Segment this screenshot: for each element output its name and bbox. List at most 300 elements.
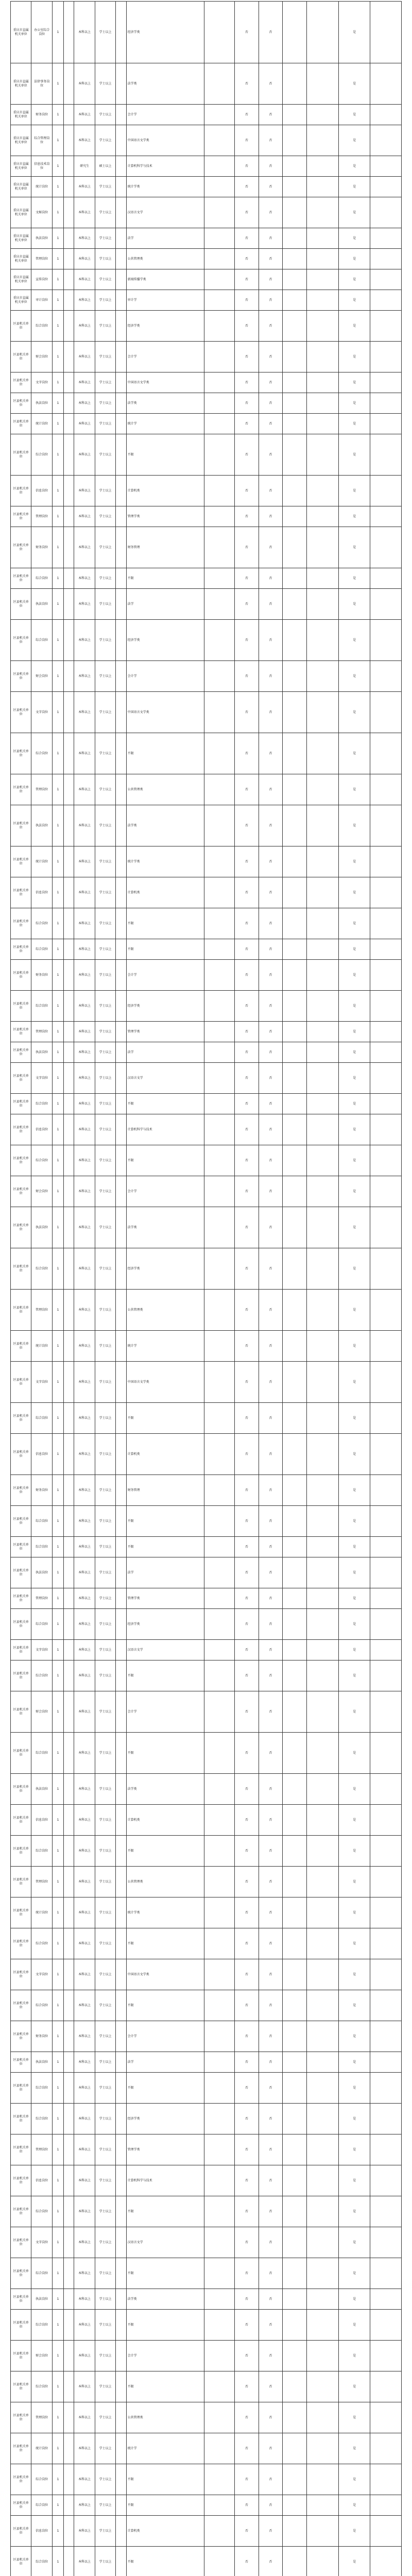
- flag-cell-b: 否: [259, 1609, 283, 1640]
- blank-cell-a: [64, 1403, 74, 1434]
- position-cell: 管理岗位: [31, 1022, 52, 1042]
- other-req-cell: [204, 2516, 235, 2547]
- blank-cell-d: [306, 1176, 339, 1207]
- flag-cell-c: 是: [339, 733, 370, 774]
- blank-cell-e: [370, 476, 402, 506]
- unit-cell: 区县机关单位: [11, 661, 31, 692]
- blank-cell-e: [370, 2227, 402, 2258]
- other-req-cell: [204, 1176, 235, 1207]
- other-req-cell: [204, 2, 235, 63]
- other-req-cell: [204, 228, 235, 249]
- blank-cell-d: [306, 434, 339, 476]
- major-cell: 法学类: [126, 63, 204, 105]
- position-cell: 综合岗位: [31, 2073, 52, 2104]
- degree-cell: 学士以上: [95, 105, 115, 125]
- position-cell: 综合岗位: [31, 2464, 52, 2495]
- blank-cell-c: [283, 692, 307, 733]
- count-cell: 1: [52, 2258, 63, 2289]
- blank-cell-e: [370, 1867, 402, 1897]
- count-cell: 1: [52, 125, 63, 156]
- count-cell: 1: [52, 1042, 63, 1063]
- flag-cell-a: 否: [235, 1434, 259, 1475]
- flag-cell-b: 否: [259, 105, 283, 125]
- blank-cell-a: [64, 527, 74, 568]
- flag-cell-c: 是: [339, 1506, 370, 1537]
- flag-cell-a: 否: [235, 2341, 259, 2371]
- degree-cell: 学士以上: [95, 1588, 115, 1609]
- unit-cell: 区县机关单位: [11, 568, 31, 589]
- blank-cell-b: [116, 568, 126, 589]
- count-cell: 1: [52, 342, 63, 372]
- blank-cell-a: [64, 1207, 74, 1248]
- other-req-cell: [204, 1537, 235, 1557]
- education-cell: 本科以上: [74, 311, 95, 342]
- blank-cell-d: [306, 1434, 339, 1475]
- table-row: [11, 805, 402, 846]
- unit-cell: 区县机关单位: [11, 774, 31, 805]
- degree-cell: 学士以上: [95, 2073, 115, 2104]
- count-cell: 1: [52, 197, 63, 228]
- major-cell: 不限: [126, 2073, 204, 2104]
- blank-cell-a: [64, 1290, 74, 1331]
- position-cell: 执法岗位: [31, 228, 52, 249]
- education-cell: 本科以上: [74, 2073, 95, 2104]
- blank-cell-e: [370, 589, 402, 620]
- degree-cell: 学士以上: [95, 733, 115, 774]
- degree-cell: 学士以上: [95, 1805, 115, 1836]
- unit-cell: 重庆市直属机关单位: [11, 2, 31, 63]
- blank-cell-b: [116, 1475, 126, 1506]
- blank-cell-a: [64, 476, 74, 506]
- blank-cell-d: [306, 733, 339, 774]
- count-cell: 1: [52, 1609, 63, 1640]
- flag-cell-b: 否: [259, 2402, 283, 2433]
- flag-cell-b: 否: [259, 342, 283, 372]
- major-cell: 管理学类: [126, 1588, 204, 1609]
- flag-cell-a: 否: [235, 589, 259, 620]
- blank-cell-a: [64, 414, 74, 434]
- flag-cell-b: 否: [259, 311, 283, 342]
- unit-cell: 区县机关单位: [11, 960, 31, 991]
- flag-cell-a: 否: [235, 1733, 259, 1774]
- blank-cell-e: [370, 1042, 402, 1063]
- flag-cell-a: 否: [235, 63, 259, 105]
- blank-cell-a: [64, 1063, 74, 1094]
- table-row: [11, 393, 402, 414]
- degree-cell: 学士以上: [95, 1094, 115, 1114]
- degree-cell: 学士以上: [95, 2433, 115, 2464]
- flag-cell-a: 否: [235, 105, 259, 125]
- blank-cell-e: [370, 1588, 402, 1609]
- flag-cell-b: 否: [259, 2495, 283, 2516]
- other-req-cell: [204, 2310, 235, 2341]
- blank-cell-e: [370, 1207, 402, 1248]
- count-cell: 1: [52, 1805, 63, 1836]
- blank-cell-c: [283, 342, 307, 372]
- degree-cell: 学士以上: [95, 805, 115, 846]
- position-cell: 财会岗位: [31, 661, 52, 692]
- blank-cell-e: [370, 908, 402, 939]
- blank-cell-b: [116, 774, 126, 805]
- flag-cell-c: 是: [339, 1145, 370, 1176]
- education-cell: 本科以上: [74, 2371, 95, 2402]
- education-cell: 本科以上: [74, 228, 95, 249]
- other-req-cell: [204, 2341, 235, 2371]
- blank-cell-b: [116, 1362, 126, 1403]
- education-cell: 本科以上: [74, 939, 95, 960]
- other-req-cell: [204, 1248, 235, 1290]
- degree-cell: 学士以上: [95, 846, 115, 877]
- blank-cell-e: [370, 1403, 402, 1434]
- blank-cell-c: [283, 1660, 307, 1691]
- position-cell: 文字岗位: [31, 2227, 52, 2258]
- flag-cell-b: 否: [259, 1176, 283, 1207]
- blank-cell-d: [306, 1094, 339, 1114]
- unit-cell: 区县机关单位: [11, 1733, 31, 1774]
- count-cell: 1: [52, 1557, 63, 1588]
- count-cell: 1: [52, 527, 63, 568]
- major-cell: 不限: [126, 1928, 204, 1959]
- blank-cell-d: [306, 1022, 339, 1042]
- blank-cell-e: [370, 434, 402, 476]
- table-row: [11, 1145, 402, 1176]
- other-req-cell: [204, 1897, 235, 1928]
- flag-cell-c: 是: [339, 311, 370, 342]
- flag-cell-c: 是: [339, 2495, 370, 2516]
- unit-cell: 区县机关单位: [11, 2341, 31, 2371]
- table-row: [11, 2516, 402, 2547]
- degree-cell: 学士以上: [95, 774, 115, 805]
- flag-cell-a: 否: [235, 2547, 259, 2576]
- blank-cell-b: [116, 2371, 126, 2402]
- unit-cell: 区县机关单位: [11, 1660, 31, 1691]
- education-cell: 本科以上: [74, 733, 95, 774]
- flag-cell-a: 否: [235, 1928, 259, 1959]
- count-cell: 1: [52, 1867, 63, 1897]
- blank-cell-a: [64, 661, 74, 692]
- other-req-cell: [204, 661, 235, 692]
- position-cell: 执法岗位: [31, 1207, 52, 1248]
- flag-cell-b: 否: [259, 1506, 283, 1537]
- unit-cell: 区县机关单位: [11, 1248, 31, 1290]
- position-cell: 文字岗位: [31, 692, 52, 733]
- flag-cell-b: 否: [259, 228, 283, 249]
- blank-cell-c: [283, 939, 307, 960]
- table-row: [11, 414, 402, 434]
- other-req-cell: [204, 311, 235, 342]
- blank-cell-b: [116, 939, 126, 960]
- other-req-cell: [204, 1475, 235, 1506]
- blank-cell-e: [370, 774, 402, 805]
- count-cell: 1: [52, 692, 63, 733]
- other-req-cell: [204, 1609, 235, 1640]
- blank-cell-e: [370, 1475, 402, 1506]
- education-cell: 本科以上: [74, 434, 95, 476]
- flag-cell-c: 是: [339, 1990, 370, 2021]
- position-cell: 执法岗位: [31, 1774, 52, 1805]
- education-cell: 本科以上: [74, 105, 95, 125]
- table-row: [11, 1959, 402, 1990]
- flag-cell-c: 是: [339, 1959, 370, 1990]
- blank-cell-c: [283, 393, 307, 414]
- blank-cell-b: [116, 1042, 126, 1063]
- blank-cell-c: [283, 1774, 307, 1805]
- flag-cell-a: 否: [235, 1290, 259, 1331]
- flag-cell-a: 否: [235, 960, 259, 991]
- other-req-cell: [204, 1557, 235, 1588]
- education-cell: 本科以上: [74, 393, 95, 414]
- flag-cell-c: 是: [339, 1897, 370, 1928]
- flag-cell-c: 是: [339, 434, 370, 476]
- flag-cell-b: 否: [259, 1557, 283, 1588]
- table-row: [11, 2495, 402, 2516]
- blank-cell-c: [283, 2258, 307, 2289]
- count-cell: 1: [52, 2052, 63, 2073]
- table-row: [11, 846, 402, 877]
- unit-cell: 区县机关单位: [11, 692, 31, 733]
- blank-cell-c: [283, 1290, 307, 1331]
- blank-cell-c: [283, 1475, 307, 1506]
- flag-cell-c: 是: [339, 1248, 370, 1290]
- other-req-cell: [204, 177, 235, 197]
- flag-cell-c: 是: [339, 249, 370, 269]
- flag-cell-c: 是: [339, 63, 370, 105]
- position-cell: 文秘岗位: [31, 197, 52, 228]
- position-cell: 管理岗位: [31, 1588, 52, 1609]
- flag-cell-a: 否: [235, 177, 259, 197]
- flag-cell-b: 否: [259, 1475, 283, 1506]
- major-cell: 不限: [126, 1537, 204, 1557]
- blank-cell-c: [283, 991, 307, 1022]
- blank-cell-b: [116, 311, 126, 342]
- blank-cell-c: [283, 1691, 307, 1733]
- blank-cell-e: [370, 290, 402, 311]
- blank-cell-e: [370, 2433, 402, 2464]
- education-cell: 本科以上: [74, 2516, 95, 2547]
- degree-cell: 学士以上: [95, 1290, 115, 1331]
- flag-cell-c: 是: [339, 805, 370, 846]
- major-cell: 计算机类: [126, 1805, 204, 1836]
- position-cell: 综合岗位: [31, 1403, 52, 1434]
- flag-cell-c: 是: [339, 2, 370, 63]
- major-cell: 新闻传播学类: [126, 269, 204, 290]
- flag-cell-b: 否: [259, 1145, 283, 1176]
- blank-cell-c: [283, 2073, 307, 2104]
- flag-cell-b: 否: [259, 692, 283, 733]
- blank-cell-b: [116, 197, 126, 228]
- degree-cell: 学士以上: [95, 1207, 115, 1248]
- major-cell: 会计学: [126, 1691, 204, 1733]
- table-row: [11, 960, 402, 991]
- table-row: [11, 877, 402, 908]
- blank-cell-a: [64, 774, 74, 805]
- flag-cell-a: 否: [235, 342, 259, 372]
- blank-cell-a: [64, 2021, 74, 2052]
- table-row: [11, 1609, 402, 1640]
- position-cell: 综合岗位: [31, 1609, 52, 1640]
- blank-cell-e: [370, 63, 402, 105]
- unit-cell: 区县机关单位: [11, 846, 31, 877]
- flag-cell-a: 否: [235, 2073, 259, 2104]
- flag-cell-c: 是: [339, 1588, 370, 1609]
- count-cell: 1: [52, 2516, 63, 2547]
- degree-cell: 学士以上: [95, 197, 115, 228]
- flag-cell-c: 是: [339, 1557, 370, 1588]
- count-cell: 1: [52, 991, 63, 1022]
- blank-cell-d: [306, 661, 339, 692]
- major-cell: 公共管理类: [126, 1290, 204, 1331]
- flag-cell-b: 否: [259, 2547, 283, 2576]
- other-req-cell: [204, 692, 235, 733]
- blank-cell-c: [283, 620, 307, 661]
- major-cell: 法学类: [126, 805, 204, 846]
- table-row: [11, 2433, 402, 2464]
- flag-cell-c: 是: [339, 692, 370, 733]
- major-cell: 计算机类: [126, 1434, 204, 1475]
- major-cell: 不限: [126, 1145, 204, 1176]
- major-cell: 计算机类: [126, 476, 204, 506]
- blank-cell-c: [283, 1063, 307, 1094]
- blank-cell-d: [306, 2310, 339, 2341]
- other-req-cell: [204, 1640, 235, 1660]
- education-cell: 本科以上: [74, 2104, 95, 2134]
- flag-cell-c: 是: [339, 2289, 370, 2310]
- other-req-cell: [204, 991, 235, 1022]
- other-req-cell: [204, 1805, 235, 1836]
- count-cell: 1: [52, 1145, 63, 1176]
- other-req-cell: [204, 1990, 235, 2021]
- position-cell: 执法岗位: [31, 805, 52, 846]
- blank-cell-c: [283, 805, 307, 846]
- major-cell: 不限: [126, 2495, 204, 2516]
- flag-cell-b: 否: [259, 290, 283, 311]
- other-req-cell: [204, 1836, 235, 1867]
- education-cell: 本科以上: [74, 692, 95, 733]
- table-row: [11, 2310, 402, 2341]
- blank-cell-c: [283, 908, 307, 939]
- table-row: [11, 1434, 402, 1475]
- count-cell: 1: [52, 805, 63, 846]
- degree-cell: 学士以上: [95, 2310, 115, 2341]
- count-cell: 1: [52, 2310, 63, 2341]
- major-cell: 管理学类: [126, 506, 204, 527]
- major-cell: 不限: [126, 434, 204, 476]
- blank-cell-e: [370, 2464, 402, 2495]
- position-cell: 文字岗位: [31, 1063, 52, 1094]
- unit-cell: 重庆市直属机关单位: [11, 63, 31, 105]
- blank-cell-d: [306, 1207, 339, 1248]
- flag-cell-c: 是: [339, 1733, 370, 1774]
- blank-cell-b: [116, 1022, 126, 1042]
- blank-cell-c: [283, 527, 307, 568]
- blank-cell-e: [370, 2341, 402, 2371]
- flag-cell-a: 否: [235, 2371, 259, 2402]
- count-cell: 1: [52, 2134, 63, 2165]
- position-cell: 综合岗位: [31, 568, 52, 589]
- flag-cell-b: 否: [259, 1042, 283, 1063]
- education-cell: 本科以上: [74, 1537, 95, 1557]
- blank-cell-a: [64, 1248, 74, 1290]
- flag-cell-a: 否: [235, 1248, 259, 1290]
- position-cell: 信息岗位: [31, 1434, 52, 1475]
- education-cell: 本科以上: [74, 774, 95, 805]
- blank-cell-b: [116, 2258, 126, 2289]
- blank-cell-c: [283, 661, 307, 692]
- flag-cell-c: 是: [339, 527, 370, 568]
- position-cell: 办公室综合岗位: [31, 2, 52, 63]
- blank-cell-d: [306, 1805, 339, 1836]
- table-row: [11, 620, 402, 661]
- education-cell: 本科以上: [74, 2134, 95, 2165]
- position-cell: 财会岗位: [31, 2341, 52, 2371]
- blank-cell-d: [306, 1290, 339, 1331]
- blank-cell-d: [306, 311, 339, 342]
- major-cell: 法学: [126, 1042, 204, 1063]
- unit-cell: 区县机关单位: [11, 1362, 31, 1403]
- position-cell: 综合岗位: [31, 1836, 52, 1867]
- blank-cell-a: [64, 63, 74, 105]
- degree-cell: 学士以上: [95, 2289, 115, 2310]
- count-cell: 1: [52, 908, 63, 939]
- degree-cell: 学士以上: [95, 1506, 115, 1537]
- other-req-cell: [204, 2052, 235, 2073]
- blank-cell-c: [283, 960, 307, 991]
- major-cell: 会计学: [126, 2021, 204, 2052]
- blank-cell-d: [306, 1660, 339, 1691]
- other-req-cell: [204, 156, 235, 177]
- blank-cell-b: [116, 527, 126, 568]
- blank-cell-b: [116, 1928, 126, 1959]
- position-cell: 管理岗位: [31, 774, 52, 805]
- degree-cell: 学士以上: [95, 63, 115, 105]
- blank-cell-a: [64, 1774, 74, 1805]
- degree-cell: 学士以上: [95, 1331, 115, 1362]
- flag-cell-a: 否: [235, 290, 259, 311]
- education-cell: 本科以上: [74, 1990, 95, 2021]
- table-row: [11, 1640, 402, 1660]
- education-cell: 本科以上: [74, 1094, 95, 1114]
- flag-cell-c: 是: [339, 1836, 370, 1867]
- education-cell: 本科以上: [74, 125, 95, 156]
- position-cell: 综合岗位: [31, 1145, 52, 1176]
- blank-cell-e: [370, 177, 402, 197]
- degree-cell: 学士以上: [95, 1691, 115, 1733]
- blank-cell-b: [116, 2052, 126, 2073]
- blank-cell-b: [116, 476, 126, 506]
- blank-cell-a: [64, 125, 74, 156]
- major-cell: 不限: [126, 2464, 204, 2495]
- other-req-cell: [204, 2289, 235, 2310]
- table-row: [11, 197, 402, 228]
- flag-cell-a: 否: [235, 1640, 259, 1660]
- table-row: [11, 2104, 402, 2134]
- flag-cell-b: 否: [259, 476, 283, 506]
- flag-cell-b: 否: [259, 506, 283, 527]
- major-cell: 公共管理类: [126, 2402, 204, 2433]
- blank-cell-c: [283, 197, 307, 228]
- table-row: [11, 434, 402, 476]
- unit-cell: 区县机关单位: [11, 2289, 31, 2310]
- flag-cell-c: 是: [339, 846, 370, 877]
- degree-cell: 学士以上: [95, 228, 115, 249]
- degree-cell: 学士以上: [95, 1022, 115, 1042]
- blank-cell-d: [306, 2073, 339, 2104]
- flag-cell-a: 否: [235, 434, 259, 476]
- flag-cell-b: 否: [259, 1836, 283, 1867]
- blank-cell-e: [370, 2073, 402, 2104]
- major-cell: 经济学类: [126, 1248, 204, 1290]
- flag-cell-c: 是: [339, 2258, 370, 2289]
